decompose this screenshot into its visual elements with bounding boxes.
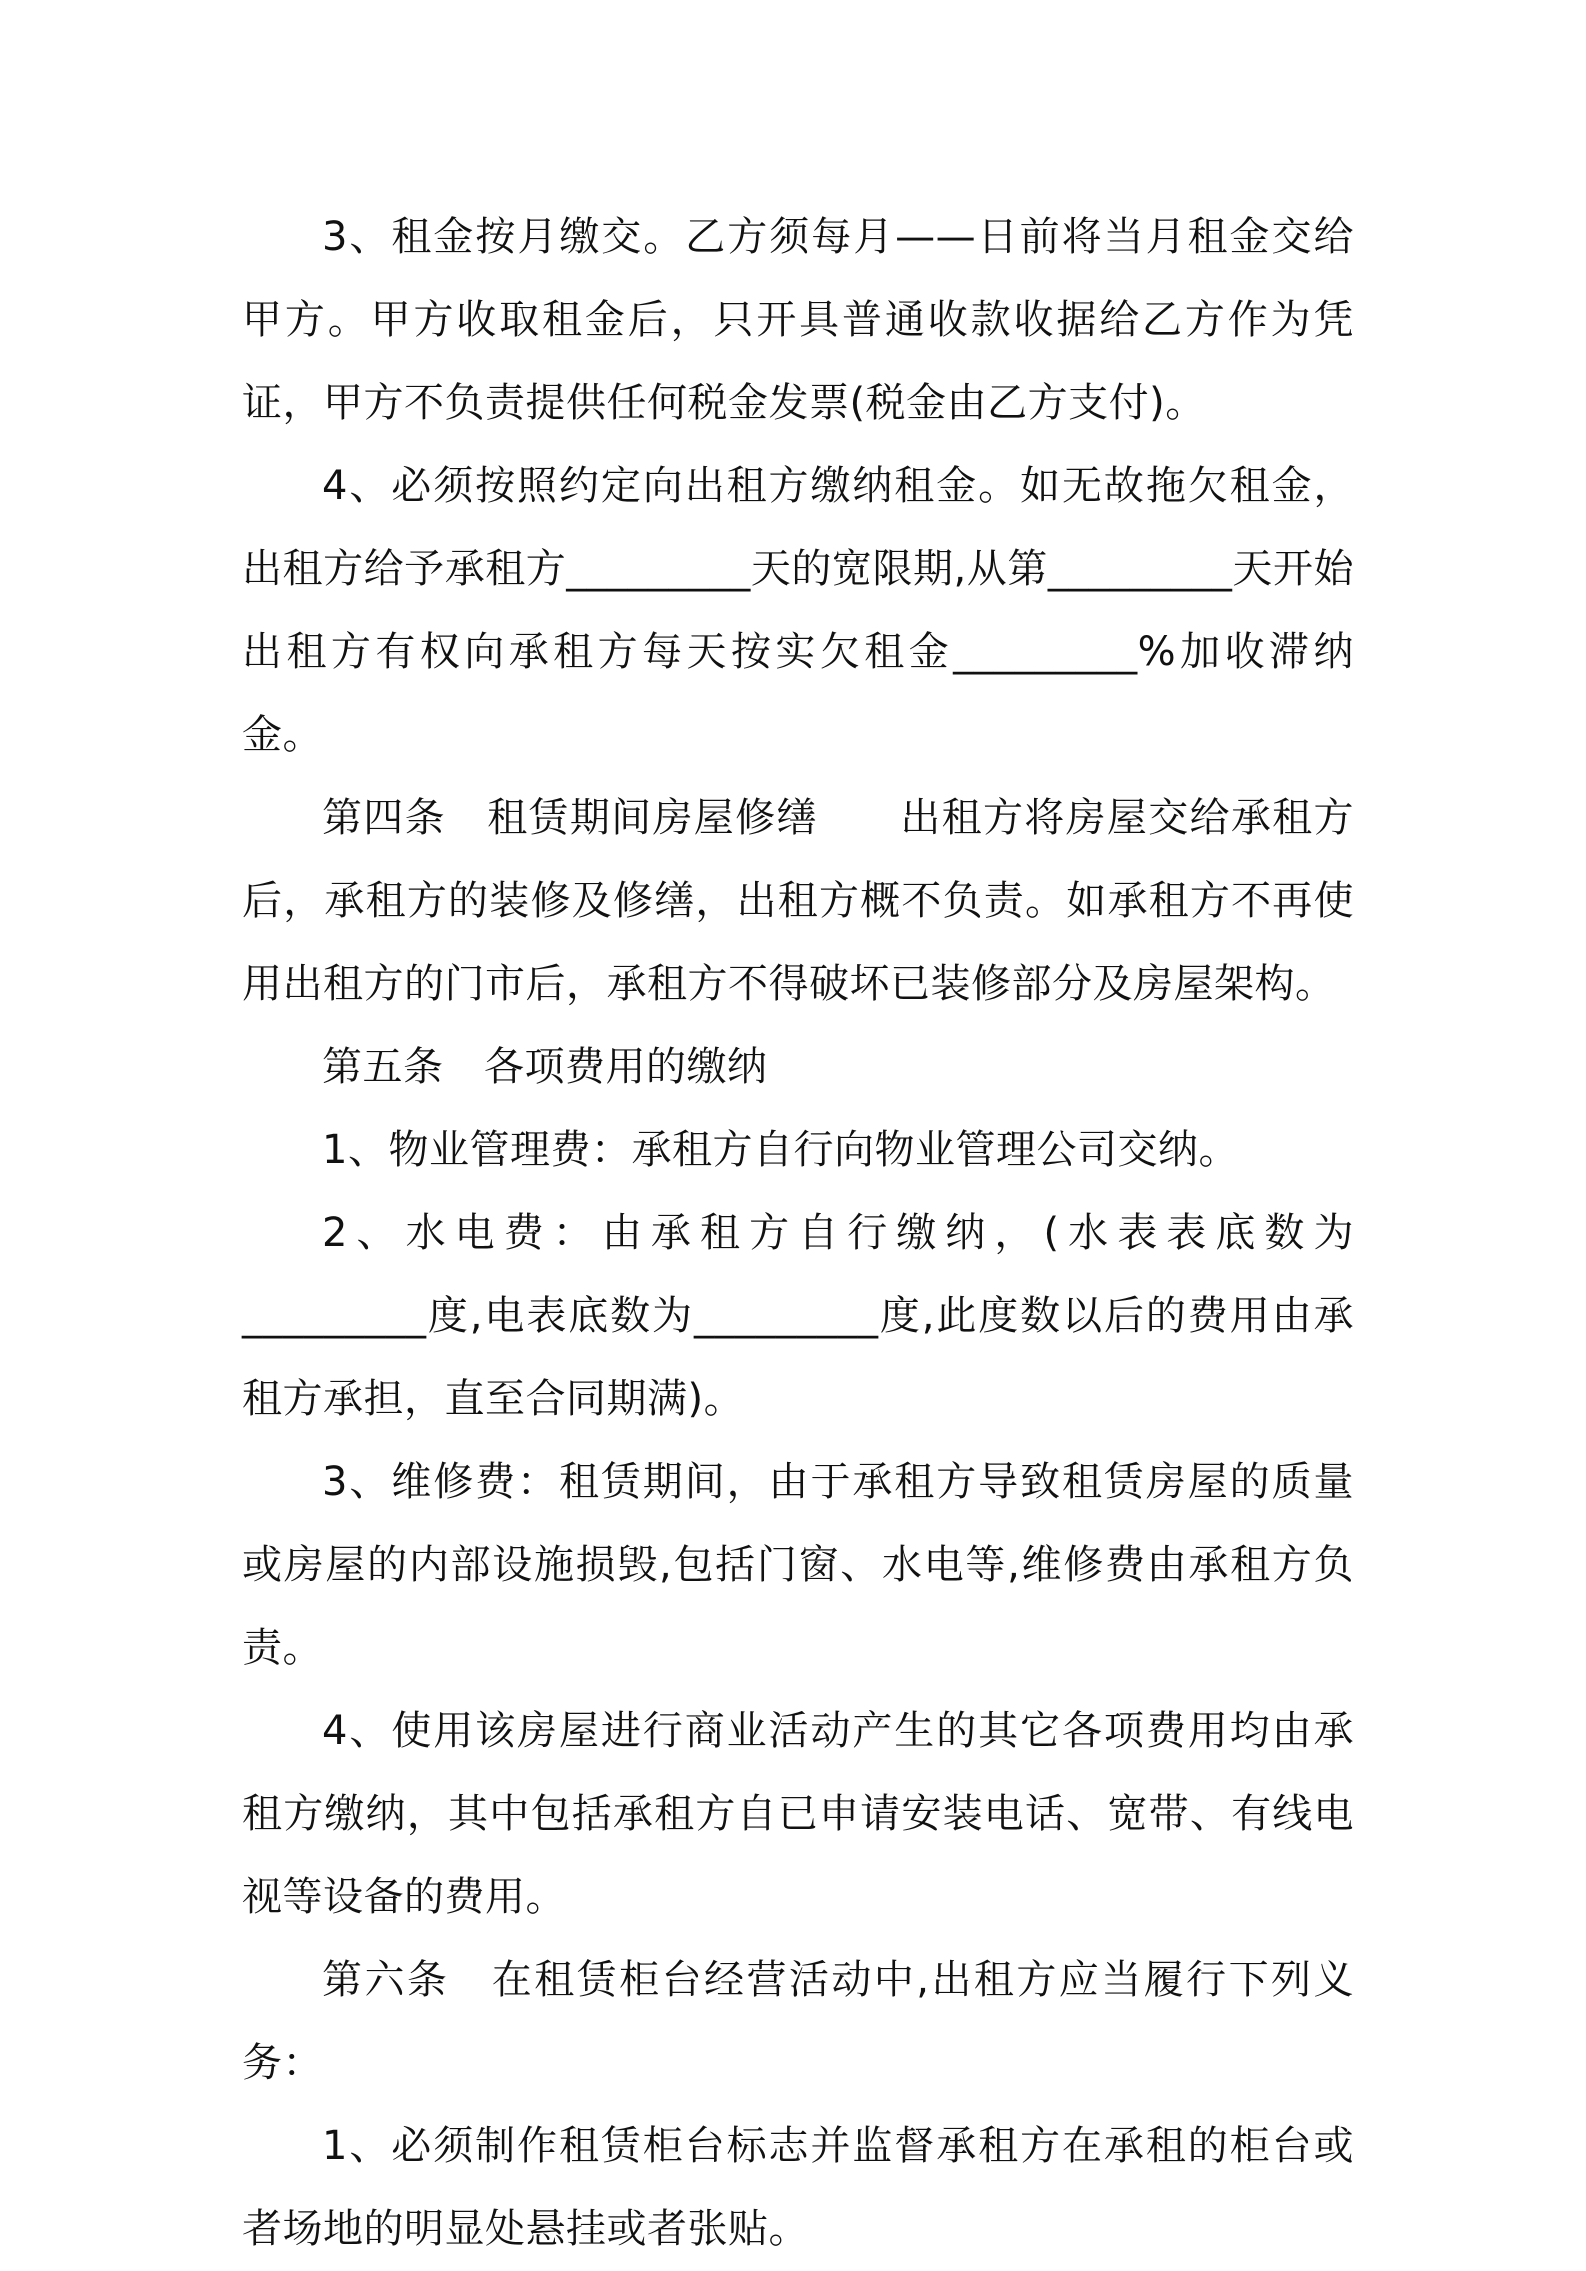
document-page	[242, 196, 1354, 2271]
paragraph-utilities: 2、水电费：由承租方自行缴纳，(水表表底数为_________度,电表底数为_________度,此度数以后的费用由承租方承担，直至合同期满)。	[242, 1210, 1354, 1422]
paragraph-maintenance-fee: 3、维修费：租赁期间，由于承租方导致租赁房屋的质量或房屋的内部设施损毁,包括门窗、水电等,维修费由承租方负责。	[242, 1459, 1354, 1671]
paragraph-property-fee: 1、物业管理费：承租方自行向物业管理公司交纳。	[322, 1127, 1239, 1173]
paragraph-article-4-repairs: 第四条 租赁期间房屋修缮 出租方将房屋交给承租方后，承租方的装修及修缮，出租方概不负责。如承租方不再使用出租方的门市后，承租方不得破坏已装修部分及房屋架构。	[242, 795, 1354, 1007]
paragraph-late-fee: 4、必须按照约定向出租方缴纳租金。如无故拖欠租金，出租方给予承租方_________天的宽限期,从第_________天开始出租方有权向承租方每天按实欠租金_________%加收滞纳金。	[242, 463, 1354, 758]
paragraph-article-5-heading: 第五条 各项费用的缴纳	[322, 1044, 768, 1090]
paragraph-rent-payment: 3、租金按月缴交。乙方须每月——日前将当月租金交给甲方。甲方收取租金后，只开具普通收款收据给乙方作为凭证，甲方不负责提供任何税金发票(税金由乙方支付)。	[242, 214, 1354, 426]
paragraph-counter-sign: 1、必须制作租赁柜台标志并监督承租方在承租的柜台或者场地的明显处悬挂或者张贴。	[242, 2123, 1354, 2252]
paragraph-other-fees: 4、使用该房屋进行商业活动产生的其它各项费用均由承租方缴纳，其中包括承租方自已申请安装电话、宽带、有线电视等设备的费用。	[242, 1708, 1354, 1920]
paragraph-article-6-heading: 第六条 在租赁柜台经营活动中,出租方应当履行下列义务：	[242, 1957, 1354, 2086]
